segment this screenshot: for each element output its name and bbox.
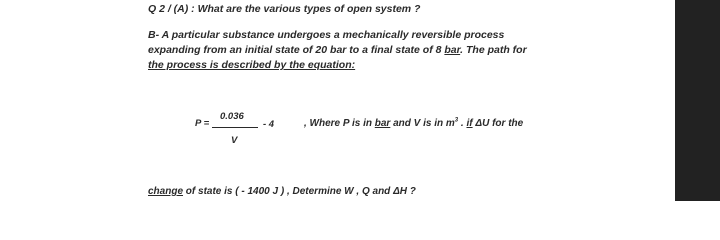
part-b-line-2: [148, 44, 527, 57]
part-b-line-1: [148, 29, 504, 42]
fraction-bar: [212, 127, 258, 128]
units-note-dot: .: [458, 118, 467, 129]
change-word: change: [148, 186, 184, 197]
question-heading-text: Q 2 / (A) : What are the various types of open system ?: [148, 3, 421, 15]
final-state-unit: bar: [444, 44, 461, 56]
units-note-mid: and V is in m: [390, 118, 455, 129]
part-b-line-3-text: the process is described by the equation:: [148, 59, 356, 71]
part-b-line-2-end: . The path for: [460, 44, 527, 56]
part-b-line-3: [148, 59, 355, 72]
final-line: [148, 185, 416, 198]
question-heading: [148, 3, 420, 16]
part-b-line-2-text: expanding from an initial state of 20 bar to a final state of 8: [148, 44, 445, 56]
if-word: if: [466, 118, 473, 129]
units-note-text: , Where P is in: [304, 118, 375, 129]
volume-exponent: 3: [454, 117, 459, 124]
final-line-text: of state is ( - 1400 J ) , Determine W , Q and ΔH ?: [183, 186, 416, 197]
equation-lhs: P =: [195, 118, 210, 129]
equation-units-note: [304, 118, 523, 129]
pressure-unit: bar: [374, 118, 391, 129]
dark-side-panel: [675, 0, 720, 201]
part-b-line-1-text: B- A particular substance undergoes a mechanically reversible process: [148, 29, 505, 41]
equation-numerator: 0.036: [220, 111, 244, 122]
equation-denominator: V: [231, 135, 238, 146]
units-note-end: ΔU for the: [472, 118, 524, 129]
equation-term: - 4: [263, 119, 275, 130]
